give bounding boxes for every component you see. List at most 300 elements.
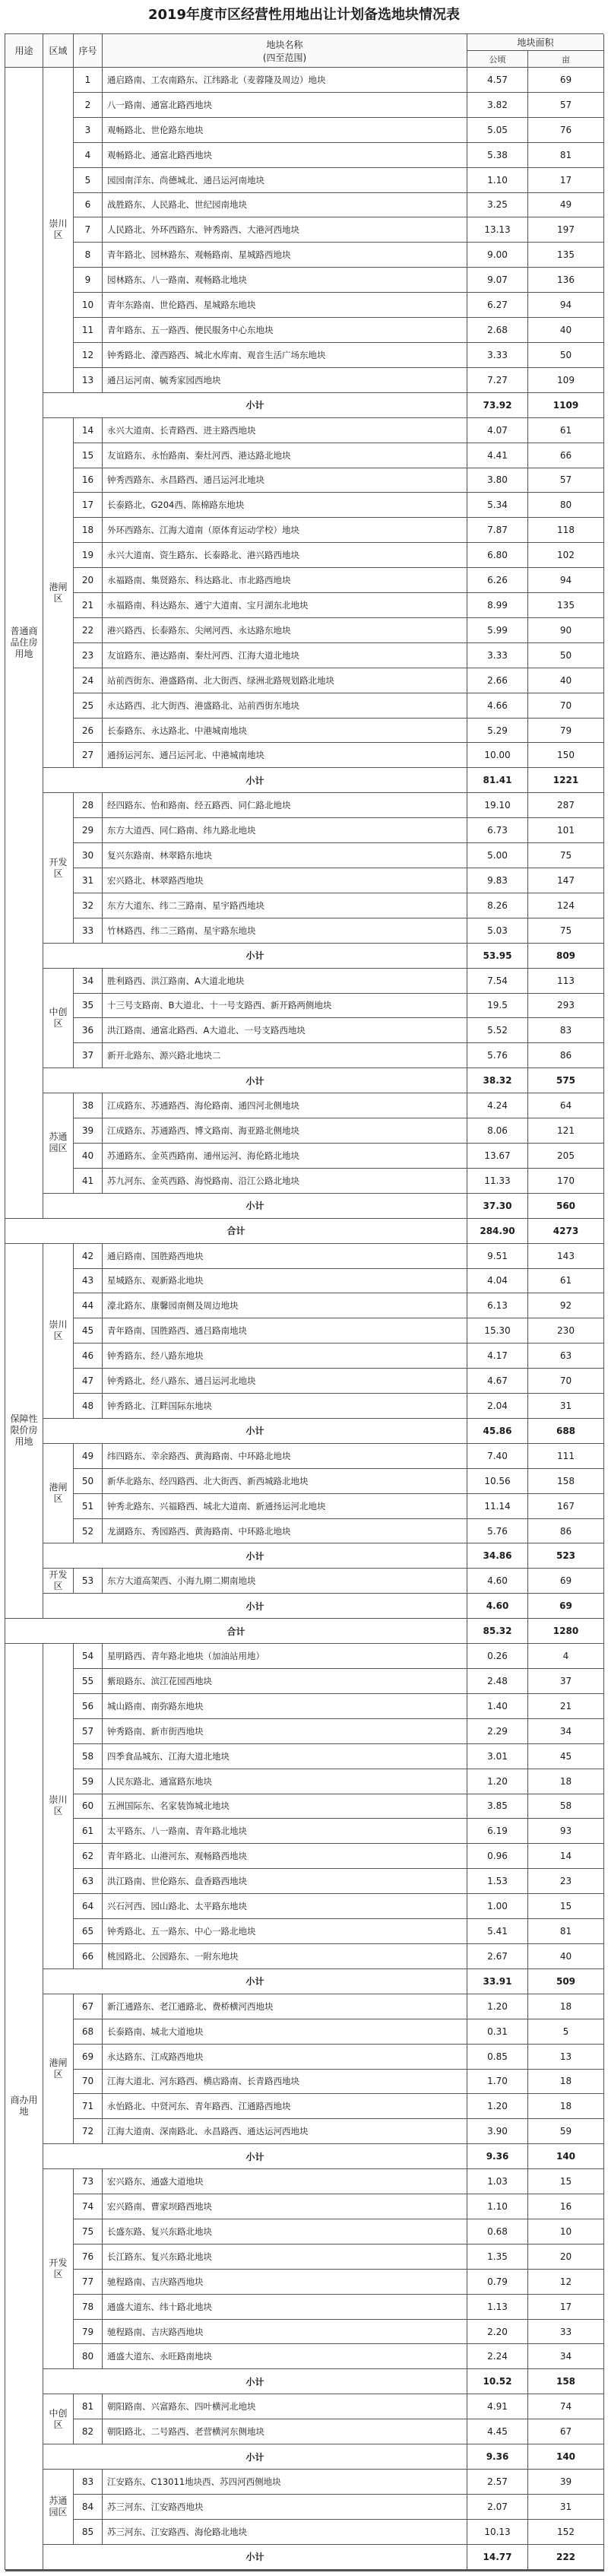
area-hectares: 0.85	[467, 2045, 528, 2070]
subtotal-mu: 140	[528, 2144, 604, 2169]
plot-name: 经四路东、怡和路南、经五路西、同仁路北地块	[103, 793, 467, 818]
plot-name: 紫琅路东、滨江花园西地块	[103, 1669, 467, 1694]
row-seq: 14	[74, 418, 103, 443]
plot-name: 桃园路北、公园路东、一附东地块	[103, 1944, 467, 1969]
area-mu: 16	[528, 2194, 604, 2219]
subtotal-mu: 509	[528, 1969, 604, 1994]
row-seq: 62	[74, 1844, 103, 1869]
plot-name: 园林路东、八一路南、观畅路北地块	[103, 268, 467, 293]
subtotal-label: 小计	[43, 2144, 467, 2169]
plot-name: 东方大道东、纬二三路南、星宇路西地块	[103, 893, 467, 918]
area-hectares: 7.27	[467, 368, 528, 393]
area-mu: 63	[528, 1344, 604, 1369]
plot-name: 竹林路西、纬二三路南、星宇路东地块	[103, 918, 467, 944]
plot-name: 新开北路东、源兴路北地块二	[103, 1043, 467, 1068]
row-seq: 55	[74, 1669, 103, 1694]
district-name: 崇川区	[43, 1644, 74, 1969]
area-hectares: 9.83	[467, 868, 528, 893]
area-mu: 67	[528, 2419, 604, 2444]
plot-name: 园园南洋东、尚德城北、通吕运河南地块	[103, 168, 467, 193]
plot-name: 八一路南、通富北路西地块	[103, 93, 467, 118]
area-mu: 197	[528, 217, 604, 243]
row-seq: 66	[74, 1944, 103, 1969]
plot-name: 四季食品城东、江海大道北地块	[103, 1744, 467, 1769]
row-seq: 45	[74, 1318, 103, 1344]
area-mu: 158	[528, 1469, 604, 1494]
area-hectares: 15.30	[467, 1318, 528, 1344]
row-seq: 41	[74, 1169, 103, 1194]
area-mu: 21	[528, 1694, 604, 1719]
plot-name: 五洲国际东、名家装饰城北地块	[103, 1794, 467, 1819]
area-hectares: 6.80	[467, 543, 528, 568]
row-seq: 48	[74, 1394, 103, 1419]
area-hectares: 1.03	[467, 2169, 528, 2194]
plot-name: 观畅路北、通富北路西地块	[103, 143, 467, 168]
header-use: 用途	[5, 34, 43, 68]
row-seq: 28	[74, 793, 103, 818]
area-mu: 37	[528, 1669, 604, 1694]
area-hectares: 2.04	[467, 1394, 528, 1419]
row-seq: 69	[74, 2045, 103, 2070]
area-mu: 150	[528, 743, 604, 768]
area-mu: 135	[528, 593, 604, 618]
area-mu: 13	[528, 2045, 604, 2070]
area-mu: 81	[528, 143, 604, 168]
area-hectares: 4.45	[467, 2419, 528, 2444]
area-mu: 69	[528, 68, 604, 93]
plot-name: 钟秀路北、经八路东、通吕运河北地块	[103, 1369, 467, 1394]
area-hectares: 4.07	[467, 418, 528, 443]
area-mu: 287	[528, 793, 604, 818]
plot-name: 钟秀西路东、永昌路西、通吕运河北地块	[103, 468, 467, 493]
row-seq: 29	[74, 818, 103, 843]
area-mu: 111	[528, 1444, 604, 1469]
subtotal-label: 小计	[43, 2444, 467, 2470]
area-hectares: 5.00	[467, 843, 528, 868]
row-seq: 38	[74, 1093, 103, 1118]
row-seq: 85	[74, 2520, 103, 2545]
plot-name: 江安路东、C13011地块西、苏四河西侧地块	[103, 2470, 467, 2495]
subtotal-hectares: 10.52	[467, 2369, 528, 2394]
plot-name: 永兴大道南、长青路西、进主路西地块	[103, 418, 467, 443]
area-mu: 83	[528, 1018, 604, 1043]
area-mu: 31	[528, 1394, 604, 1419]
row-seq: 67	[74, 1994, 103, 2019]
area-hectares: 5.34	[467, 493, 528, 518]
subtotal-label: 小计	[43, 1068, 467, 1093]
row-seq: 19	[74, 543, 103, 568]
area-mu: 124	[528, 893, 604, 918]
area-hectares: 19.5	[467, 994, 528, 1019]
plot-name: 兴石河西、园山路北、太平路东地块	[103, 1894, 467, 1919]
subtotal-mu: 1221	[528, 768, 604, 793]
plot-name: 站前西街东、港盛路南、北大街西、绿洲北路规划路北地块	[103, 668, 467, 693]
plot-name: 驰程路南、吉庆路西地块	[103, 2270, 467, 2295]
row-seq: 74	[74, 2194, 103, 2219]
area-hectares: 10.56	[467, 1469, 528, 1494]
plot-name: 江海大道北、河东路西、横店路南、长青路西地块	[103, 2070, 467, 2095]
area-hectares: 11.33	[467, 1169, 528, 1194]
area-hectares: 6.19	[467, 1819, 528, 1844]
row-seq: 32	[74, 893, 103, 918]
plot-name: 永达路西、北大街西、港盛路北、站前西街东地块	[103, 693, 467, 719]
district-name: 港闸区	[43, 1444, 74, 1544]
row-seq: 65	[74, 1919, 103, 1944]
plot-name: 龙湖路东、秀园路西、黄海路南、中环路北地块	[103, 1519, 467, 1544]
row-seq: 50	[74, 1469, 103, 1494]
row-seq: 21	[74, 593, 103, 618]
land-plot-table	[5, 33, 603, 2570]
row-seq: 17	[74, 493, 103, 518]
total-hectares: 85.32	[467, 1619, 528, 1644]
area-mu: 70	[528, 693, 604, 719]
area-hectares: 1.53	[467, 1869, 528, 1894]
plot-name: 苏三河东、江安路西地块	[103, 2495, 467, 2520]
plot-name: 江成路东、苏通路西、博文路南、海亚路北侧地块	[103, 1118, 467, 1144]
area-mu: 40	[528, 318, 604, 343]
area-hectares: 2.29	[467, 1719, 528, 1744]
row-seq: 22	[74, 618, 103, 643]
plot-name: 通盛大道东、纬十路北地块	[103, 2295, 467, 2320]
row-seq: 68	[74, 2019, 103, 2045]
area-hectares: 1.20	[467, 2094, 528, 2119]
plot-name: 朝阳路北、二号路西、老营横河东侧地块	[103, 2419, 467, 2444]
plot-name: 人民东路北、通富路东地块	[103, 1769, 467, 1794]
area-mu: 61	[528, 1269, 604, 1294]
row-seq: 58	[74, 1744, 103, 1769]
area-hectares: 10.00	[467, 743, 528, 768]
row-seq: 18	[74, 518, 103, 543]
area-hectares: 1.13	[467, 2295, 528, 2320]
total-mu: 4273	[528, 1219, 604, 1244]
row-seq: 39	[74, 1118, 103, 1144]
subtotal-label: 小计	[43, 1419, 467, 1444]
plot-name: 长江路东、复兴东路北地块	[103, 2244, 467, 2270]
row-seq: 30	[74, 843, 103, 868]
area-hectares: 7.54	[467, 969, 528, 994]
area-hectares: 8.26	[467, 893, 528, 918]
area-mu: 92	[528, 1293, 604, 1318]
area-hectares: 13.13	[467, 217, 528, 243]
district-name: 崇川区	[43, 1244, 74, 1419]
use-category: 普通商品住房用地	[5, 68, 43, 1219]
area-hectares: 2.67	[467, 1944, 528, 1969]
area-mu: 15	[528, 1894, 604, 1919]
subtotal-label: 小计	[43, 944, 467, 969]
area-mu: 49	[528, 193, 604, 218]
row-seq: 37	[74, 1043, 103, 1068]
area-mu: 118	[528, 518, 604, 543]
area-mu: 18	[528, 1769, 604, 1794]
area-mu: 66	[528, 443, 604, 468]
plot-name: 钟秀路东、经八路东地块	[103, 1344, 467, 1369]
area-mu: 5	[528, 2019, 604, 2045]
area-mu: 81	[528, 1919, 604, 1944]
area-hectares: 3.85	[467, 1794, 528, 1819]
row-seq: 5	[74, 168, 103, 193]
plot-name: 长盛东路、复兴东路北地块	[103, 2219, 467, 2244]
plot-name: 永达路东、江成路西地块	[103, 2045, 467, 2070]
plot-name: 青年路北、园林路东、观畅路南、星城路西地块	[103, 243, 467, 268]
plot-name: 苏通路东、金英西路南、通州运河、海伦路北地块	[103, 1144, 467, 1169]
area-hectares: 9.51	[467, 1244, 528, 1269]
area-hectares: 19.10	[467, 793, 528, 818]
row-seq: 3	[74, 118, 103, 143]
area-hectares: 2.20	[467, 2320, 528, 2345]
district-name: 开发区	[43, 1569, 74, 1594]
row-seq: 9	[74, 268, 103, 293]
area-mu: 135	[528, 243, 604, 268]
plot-name: 永福路南、科达路东、通宁大道南、宝月湖东北地块	[103, 593, 467, 618]
area-hectares: 0.31	[467, 2019, 528, 2045]
header-area-group: 地块面积	[467, 34, 604, 51]
area-mu: 50	[528, 343, 604, 368]
subtotal-mu: 140	[528, 2444, 604, 2470]
use-category: 商办用地	[5, 1644, 43, 2570]
area-hectares: 5.76	[467, 1043, 528, 1068]
row-seq: 61	[74, 1819, 103, 1844]
area-mu: 143	[528, 1244, 604, 1269]
plot-name: 永福路南、集贤路东、科达路北、市北路西地块	[103, 568, 467, 593]
subtotal-label: 小计	[43, 2545, 467, 2570]
plot-name: 洪江路南、世伦路东、盘香路西地块	[103, 1869, 467, 1894]
area-hectares: 4.67	[467, 1369, 528, 1394]
plot-name: 太平路东、八一路南、青年路北地块	[103, 1819, 467, 1844]
area-mu: 40	[528, 1944, 604, 1969]
row-seq: 42	[74, 1244, 103, 1269]
subtotal-mu: 158	[528, 2369, 604, 2394]
row-seq: 27	[74, 743, 103, 768]
header-name-line2: (四至范围)	[262, 52, 307, 63]
plot-name: 濠北路东、康馨园南侧及周边地块	[103, 1293, 467, 1318]
area-mu: 58	[528, 1794, 604, 1819]
district-name: 苏通园区	[43, 2470, 74, 2545]
header-name-line1: 地块名称	[266, 39, 303, 50]
plot-name: 苏九河东、金英西路、海悦路南、沿江公路北地块	[103, 1169, 467, 1194]
subtotal-mu: 1109	[528, 393, 604, 418]
plot-name: 洪江路南、通富北路西、A大道北、一号支路西地块	[103, 1018, 467, 1043]
row-seq: 71	[74, 2094, 103, 2119]
area-mu: 40	[528, 668, 604, 693]
plot-name: 宏兴路南、曹家坝路西地块	[103, 2194, 467, 2219]
row-seq: 52	[74, 1519, 103, 1544]
area-mu: 147	[528, 868, 604, 893]
area-hectares: 1.20	[467, 1769, 528, 1794]
area-mu: 80	[528, 493, 604, 518]
row-seq: 25	[74, 693, 103, 719]
area-mu: 293	[528, 994, 604, 1019]
area-mu: 50	[528, 643, 604, 668]
area-mu: 14	[528, 1844, 604, 1869]
district-name: 崇川区	[43, 68, 74, 393]
row-seq: 6	[74, 193, 103, 218]
area-mu: 10	[528, 2219, 604, 2244]
row-seq: 76	[74, 2244, 103, 2270]
row-seq: 78	[74, 2295, 103, 2320]
row-seq: 75	[74, 2219, 103, 2244]
row-seq: 33	[74, 918, 103, 944]
area-mu: 31	[528, 2495, 604, 2520]
area-hectares: 5.38	[467, 143, 528, 168]
area-hectares: 4.66	[467, 693, 528, 719]
plot-name: 通启路南、国胜路西地块	[103, 1244, 467, 1269]
area-hectares: 8.99	[467, 593, 528, 618]
area-hectares: 9.07	[467, 268, 528, 293]
area-hectares: 4.17	[467, 1344, 528, 1369]
subtotal-hectares: 33.91	[467, 1969, 528, 1994]
area-hectares: 2.48	[467, 1669, 528, 1694]
header-district: 区域	[43, 34, 74, 68]
area-hectares: 6.27	[467, 293, 528, 318]
table-title: 2019年度市区经营性用地出让计划备选地块情况表	[147, 7, 461, 23]
district-name: 苏通园区	[43, 1093, 74, 1194]
row-seq: 44	[74, 1293, 103, 1318]
area-mu: 75	[528, 843, 604, 868]
row-seq: 12	[74, 343, 103, 368]
plot-name: 通扬运河东、通吕运河北、中港城南地块	[103, 743, 467, 768]
area-mu: 64	[528, 1093, 604, 1118]
row-seq: 84	[74, 2495, 103, 2520]
area-mu: 170	[528, 1169, 604, 1194]
subtotal-hectares: 9.36	[467, 2144, 528, 2169]
subtotal-mu: 560	[528, 1194, 604, 1219]
plot-name: 钟秀北路东、兴福路西、城北大道南、新通扬运河北地块	[103, 1494, 467, 1519]
district-name: 开发区	[43, 2169, 74, 2369]
row-seq: 47	[74, 1369, 103, 1394]
area-mu: 76	[528, 118, 604, 143]
row-seq: 2	[74, 93, 103, 118]
subtotal-hectares: 34.86	[467, 1543, 528, 1569]
area-mu: 94	[528, 568, 604, 593]
area-hectares: 4.04	[467, 1269, 528, 1294]
area-hectares: 5.76	[467, 1519, 528, 1544]
row-seq: 56	[74, 1694, 103, 1719]
area-hectares: 5.99	[467, 618, 528, 643]
plot-name: 观畅路北、世伦路东地块	[103, 118, 467, 143]
row-seq: 13	[74, 368, 103, 393]
area-hectares: 2.24	[467, 2344, 528, 2369]
area-hectares: 6.13	[467, 1293, 528, 1318]
area-mu: 57	[528, 93, 604, 118]
subtotal-label: 小计	[43, 1969, 467, 1994]
area-mu: 109	[528, 368, 604, 393]
subtotal-hectares: 37.30	[467, 1194, 528, 1219]
plot-name: 苏三河东、江安路西、海伦路北地块	[103, 2520, 467, 2545]
area-mu: 57	[528, 468, 604, 493]
row-seq: 7	[74, 217, 103, 243]
area-hectares: 4.41	[467, 443, 528, 468]
subtotal-label: 小计	[43, 393, 467, 418]
area-hectares: 6.73	[467, 818, 528, 843]
row-seq: 77	[74, 2270, 103, 2295]
area-hectares: 5.29	[467, 719, 528, 744]
row-seq: 26	[74, 719, 103, 744]
plot-name: 青年路北、山港河东、观畅路西地块	[103, 1844, 467, 1869]
area-mu: 167	[528, 1494, 604, 1519]
row-seq: 82	[74, 2419, 103, 2444]
area-hectares: 13.67	[467, 1144, 528, 1169]
plot-name: 长泰路南、城北大道地块	[103, 2019, 467, 2045]
area-hectares: 1.35	[467, 2244, 528, 2270]
subtotal-mu: 222	[528, 2545, 604, 2570]
subtotal-hectares: 81.41	[467, 768, 528, 793]
row-seq: 57	[74, 1719, 103, 1744]
plot-name: 港兴路西、长泰路东、尖闸河西、永达路东地块	[103, 618, 467, 643]
row-seq: 53	[74, 1569, 103, 1594]
area-mu: 113	[528, 969, 604, 994]
plot-name: 通盛大道东、永旺路南地块	[103, 2344, 467, 2369]
area-mu: 39	[528, 2470, 604, 2495]
plot-name: 永兴大道南、资生路东、长泰路北、港兴路西地块	[103, 543, 467, 568]
area-hectares: 2.57	[467, 2470, 528, 2495]
total-label: 合计	[5, 1219, 467, 1244]
area-mu: 79	[528, 719, 604, 744]
area-hectares: 5.05	[467, 118, 528, 143]
row-seq: 54	[74, 1644, 103, 1669]
row-seq: 59	[74, 1769, 103, 1794]
row-seq: 4	[74, 143, 103, 168]
plot-name: 驰程路南、吉庆路西地块	[103, 2320, 467, 2345]
header-name	[103, 34, 467, 68]
area-mu: 12	[528, 2270, 604, 2295]
row-seq: 11	[74, 318, 103, 343]
area-hectares: 9.00	[467, 243, 528, 268]
area-hectares: 1.70	[467, 2070, 528, 2095]
row-seq: 49	[74, 1444, 103, 1469]
plot-name: 新江通路东、老江通路北、费桥横河西地块	[103, 1994, 467, 2019]
plot-name: 长泰路东、永达路北、中港城南地块	[103, 719, 467, 744]
area-hectares: 1.20	[467, 1994, 528, 2019]
area-mu: 15	[528, 2169, 604, 2194]
row-seq: 40	[74, 1144, 103, 1169]
row-seq: 51	[74, 1494, 103, 1519]
plot-name: 通启路南、工农南路东、江纬路北（麦蓉隆及周边）地块	[103, 68, 467, 93]
area-hectares: 1.10	[467, 2194, 528, 2219]
area-mu: 34	[528, 1719, 604, 1744]
subtotal-hectares: 45.86	[467, 1419, 528, 1444]
area-hectares: 5.03	[467, 918, 528, 944]
area-mu: 45	[528, 1744, 604, 1769]
area-mu: 86	[528, 1519, 604, 1544]
area-hectares: 0.68	[467, 2219, 528, 2244]
row-seq: 43	[74, 1269, 103, 1294]
plot-name: 胜利路西、洪江路南、A大道北地块	[103, 969, 467, 994]
area-mu: 205	[528, 1144, 604, 1169]
area-hectares: 7.40	[467, 1444, 528, 1469]
row-seq: 1	[74, 68, 103, 93]
subtotal-mu: 688	[528, 1419, 604, 1444]
area-hectares: 2.68	[467, 318, 528, 343]
area-hectares: 3.01	[467, 1744, 528, 1769]
subtotal-hectares: 4.60	[467, 1594, 528, 1619]
area-mu: 18	[528, 2070, 604, 2095]
area-mu: 18	[528, 2094, 604, 2119]
area-hectares: 4.24	[467, 1093, 528, 1118]
area-mu: 34	[528, 2344, 604, 2369]
area-mu: 101	[528, 818, 604, 843]
subtotal-hectares: 14.77	[467, 2545, 528, 2570]
plot-name: 青年路东、五一路西、便民服务中心东地块	[103, 318, 467, 343]
plot-name: 钟秀路北、五一路东、中心一路北地块	[103, 1919, 467, 1944]
plot-name: 人民路北、外环西路东、钟秀路西、大港河西地块	[103, 217, 467, 243]
area-mu: 136	[528, 268, 604, 293]
plot-name: 城山路南、南弥路东地块	[103, 1694, 467, 1719]
row-seq: 60	[74, 1794, 103, 1819]
row-seq: 63	[74, 1869, 103, 1894]
area-hectares: 3.90	[467, 2119, 528, 2144]
area-hectares: 4.60	[467, 1569, 528, 1594]
plot-name: 钟秀路北、江畔国际东地块	[103, 1394, 467, 1419]
